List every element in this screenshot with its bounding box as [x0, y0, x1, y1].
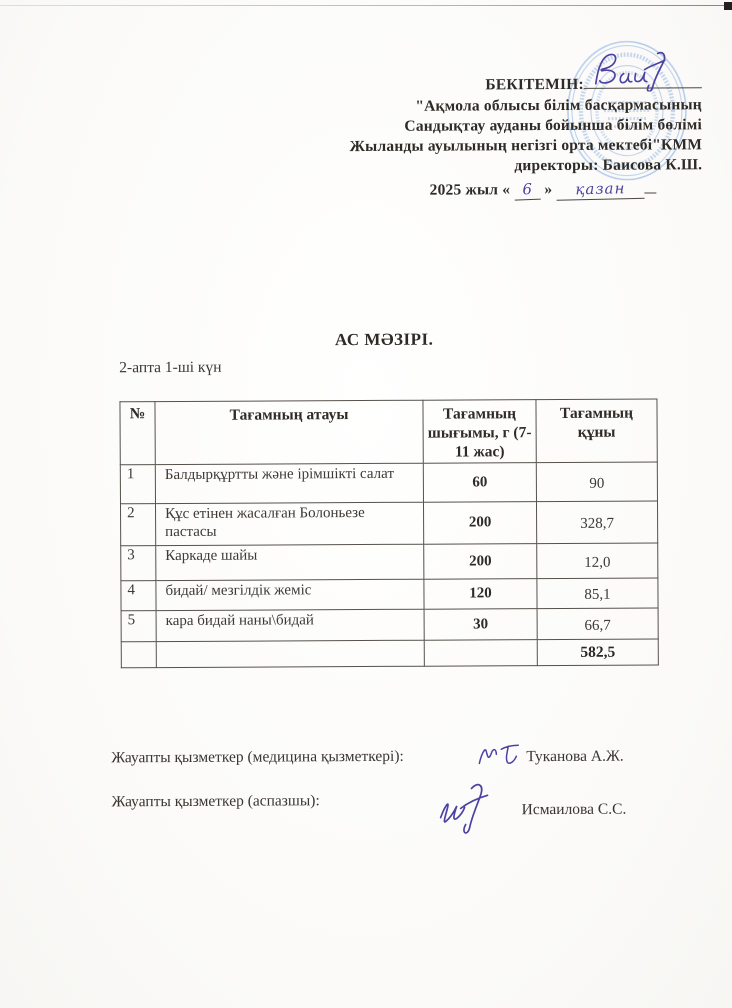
date-prefix: 2025 жыл « — [429, 181, 511, 199]
medic-label: Жауапты қызметкер (медицина қызметкері): — [111, 747, 404, 767]
cook-signature-icon — [433, 779, 495, 835]
date-underline-tail — [644, 181, 656, 193]
page-title: АС МӘЗІРІ. — [334, 329, 434, 350]
table-row — [121, 608, 658, 642]
signature-line — [584, 74, 702, 89]
menu-table — [119, 398, 658, 668]
handwritten-day: 6 — [514, 179, 541, 201]
dish-cost: 12,0 — [537, 543, 658, 579]
approval-org-line-3: Жыланды ауылының негізгі орта мектебі"КММ — [349, 136, 703, 156]
total-row-empty-cell — [121, 642, 156, 668]
approval-line — [222, 74, 702, 97]
total-cost-value: 582,5 — [537, 639, 658, 666]
table-total-row — [121, 639, 658, 668]
signoff-row-medic — [111, 742, 691, 789]
dish-cost: 85,1 — [537, 578, 658, 609]
cook-label: Жауапты қызметкер (аспазшы): — [111, 792, 320, 811]
dish-name: Каркаде шайы — [156, 544, 424, 580]
row-number: 3 — [121, 546, 156, 581]
dish-cost: 328,7 — [536, 501, 657, 544]
col-header-number: № — [120, 402, 155, 465]
row-number: 4 — [121, 581, 156, 611]
dish-output: 200 — [424, 544, 537, 580]
total-row-empty-cell — [424, 640, 537, 667]
table-row — [120, 501, 657, 546]
signoff-row-cook — [111, 786, 691, 833]
dish-output: 200 — [423, 502, 536, 545]
row-number: 1 — [120, 465, 155, 504]
row-number: 5 — [121, 611, 156, 642]
date-close-quote: » — [544, 181, 553, 199]
dish-name: кара бидай наны\бидай — [156, 609, 424, 641]
col-header-dish-name: Тағамның атауы — [155, 400, 423, 464]
col-header-cost: Тағамның құны — [536, 399, 657, 463]
total-row-empty-cell — [156, 640, 424, 667]
approval-org-line-4: директоры: Баисова К.Ш. — [514, 156, 703, 175]
approval-label: БЕКІТЕМІН: — [485, 75, 584, 94]
dish-output: 60 — [423, 463, 536, 503]
medic-name: Туканова А.Ж. — [526, 747, 624, 766]
dish-name: бидай/ мезгілдік жеміс — [156, 579, 424, 610]
cook-name: Исмаилова С.С. — [521, 800, 627, 819]
approval-org-line-1: "Ақмола облысы білім басқармасының — [415, 96, 702, 115]
dish-output: 30 — [424, 609, 537, 641]
dish-cost: 66,7 — [537, 608, 658, 640]
director-signature-icon — [590, 47, 672, 91]
approval-org-line-2: Сандықтау ауданы бойынша білім бөлімі — [404, 116, 703, 135]
table-row — [121, 578, 658, 611]
week-day-subtitle: 2-апта 1-ші күн — [119, 358, 222, 377]
row-number: 2 — [120, 504, 155, 546]
medic-signature-icon — [473, 737, 525, 771]
dish-output: 120 — [424, 579, 537, 610]
signoff-block — [111, 742, 691, 833]
dish-cost: 90 — [536, 462, 657, 502]
approval-date-line — [222, 178, 702, 202]
table-header-row — [120, 399, 657, 465]
approval-block — [222, 74, 703, 202]
dish-name: Балдырқұртты және ірімшікті салат — [155, 463, 423, 503]
dish-name: Құс етінен жасалған Болоньезе пастасы — [155, 502, 423, 545]
handwritten-month: қазан — [556, 178, 644, 201]
col-header-output: Тағамның шығымы, г (7-11 жас) — [423, 400, 536, 464]
table-row — [120, 462, 657, 504]
table-row — [121, 543, 658, 581]
